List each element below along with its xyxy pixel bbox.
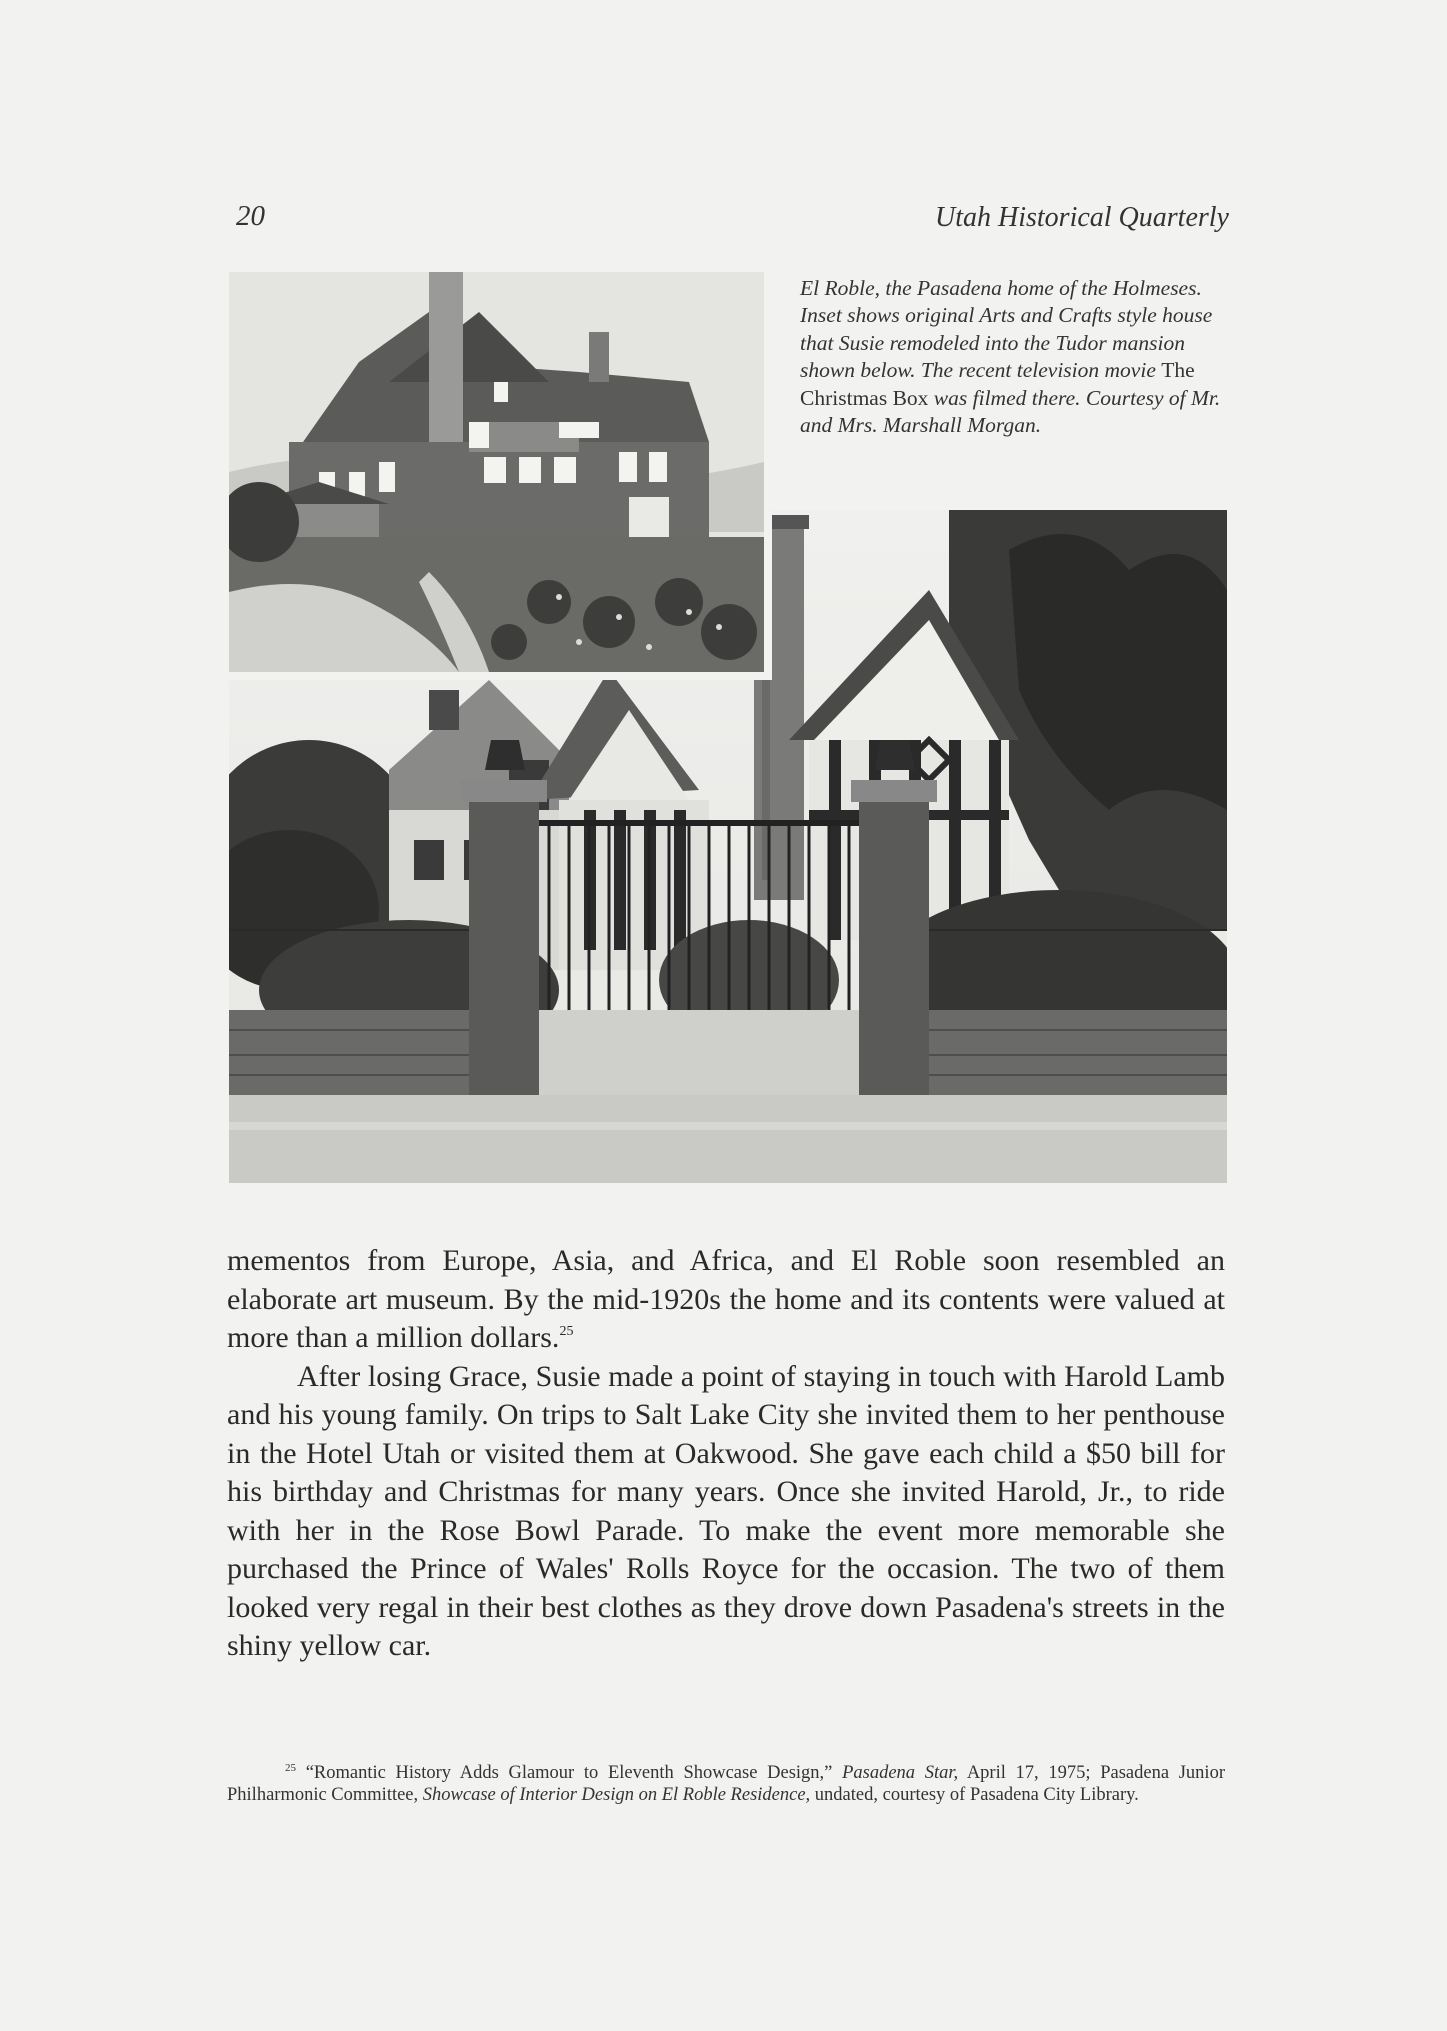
footnote-number: 25 xyxy=(285,1762,296,1774)
arts-crafts-house-illustration xyxy=(229,272,764,672)
running-head: Utah Historical Quarterly xyxy=(935,202,1229,233)
footnote-part-1: “Romantic History Adds Glamour to Eleventh Showcase Design,” xyxy=(296,1763,843,1783)
footnote-part-3: undated, courtesy of Pasadena City Library. xyxy=(810,1784,1139,1805)
footnote-text xyxy=(227,1763,1225,1806)
page-number: 20 xyxy=(236,200,265,232)
paragraph-1 xyxy=(227,1242,1225,1358)
paragraph-1-text: mementos from Europe, Asia, and Africa, and El Roble soon resembled an elaborate art museum. By the mid-1920s the home and its contents were valued at more than a million dollars. xyxy=(227,1244,1225,1354)
paragraph-2: After losing Grace, Susie made a point of staying in touch with Harold Lamb and his young family. On trips to Salt Lake City she invited them to her penthouse in the Hotel Utah or visited them at Oakwood. She gave each child a $50 bill for his birthday and Christmas for many years. Once she invited Harold, Jr., to ride with her in the Rose Bowl Parade. To make the event more memorable she purchased the Prince of Wales' Rolls Royce for the occasion. The two of them looked very regal in their best clothes as they drove down Pasadena's streets in the shiny yellow car. xyxy=(227,1359,1225,1662)
inset-house-photo xyxy=(229,272,764,672)
photo-caption xyxy=(800,275,1240,439)
caption-text-1: El Roble, the Pasadena home of the Holmeses. Inset shows original Arts and Crafts style house that Susie remodeled into the Tudor mansion shown below. The recent television movie xyxy=(800,276,1213,383)
caption-movie-title: The Christmas Box xyxy=(800,358,1195,410)
body-text xyxy=(227,1242,1225,1666)
footnote-25 xyxy=(227,1763,1225,1806)
footnote-ref-25: 25 xyxy=(559,1324,574,1339)
footnote-source-2: Showcase of Interior Design on El Roble Residence, xyxy=(422,1784,811,1805)
footnote-part-2: April 17, 1975; Pasadena Junior Philharmonic Committee, xyxy=(227,1763,1225,1805)
footnote-source-1: Pasadena Star, xyxy=(842,1763,959,1783)
caption-text-2: was filmed there. Courtesy of Mr. and Mrs. Marshall Morgan. xyxy=(800,385,1221,438)
